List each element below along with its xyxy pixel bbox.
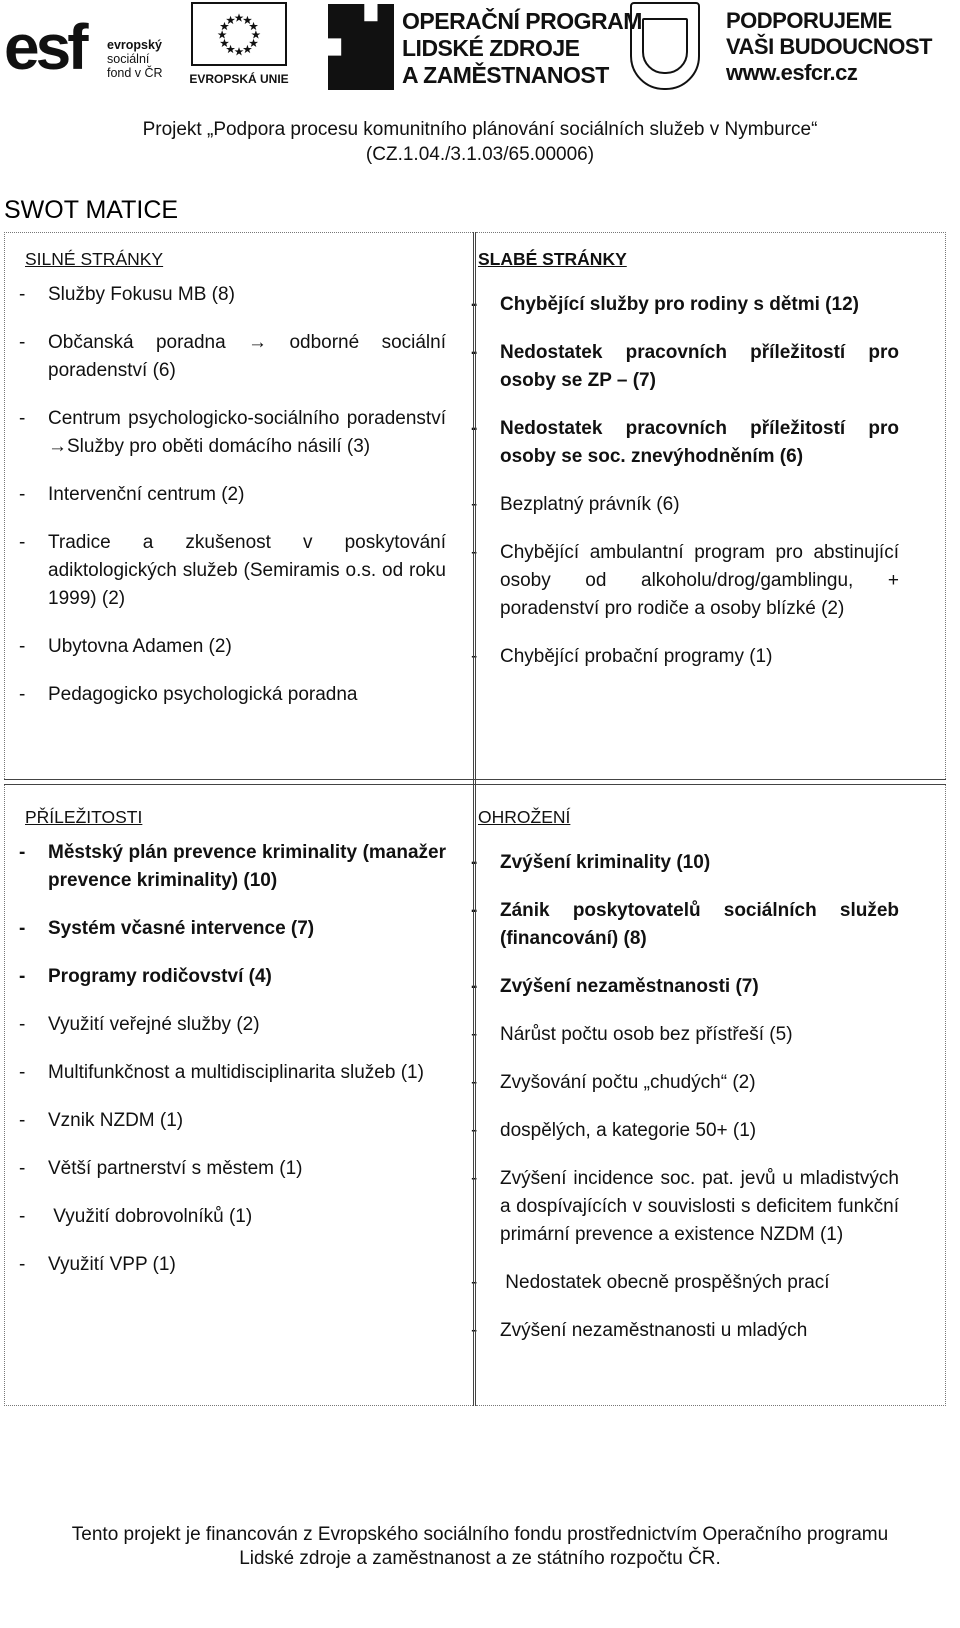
eu-flag-icon <box>191 2 287 66</box>
list-item: - Zánik poskytovatelů sociálních služeb (financování) (8) <box>471 897 899 953</box>
list-item: - Nedostatek pracovních příležitostí pro osoby se soc. znevýhodněním (6) <box>471 415 899 471</box>
list-item: - Multifunkčnost a multidisciplinarita služeb (1) <box>19 1059 446 1087</box>
list-item: - Ubytovna Adamen (2) <box>19 633 446 661</box>
threats-heading: OHROŽENÍ <box>478 807 571 827</box>
list-item: - Pedagogicko psychologická poradna <box>19 681 446 709</box>
matrix-vertical-divider <box>473 232 476 1406</box>
support-line-2: VAŠI BUDOUCNOST <box>726 34 932 59</box>
esf-line-2: sociální <box>107 52 150 66</box>
support-line-1: PODPORUJEME <box>726 8 892 33</box>
op-line-1: OPERAČNÍ PROGRAM <box>402 8 642 34</box>
list-item: - Nedostatek obecně prospěšných prací <box>471 1269 899 1297</box>
esf-line-3: fond v ČR <box>107 66 163 80</box>
list-item: - Chybějící probační programy (1) <box>471 643 899 671</box>
weaknesses-heading: SLABÉ STRÁNKY <box>478 249 627 269</box>
footer-note <box>0 1523 960 1571</box>
esf-logo <box>4 2 174 90</box>
swot-cell-strengths <box>4 232 473 779</box>
list-item: - Nárůst počtu osob bez přístřeší (5) <box>471 1021 899 1049</box>
list-item: - Městský plán prevence kriminality (manažer prevence kriminality) (10) <box>19 839 446 895</box>
opportunities-heading: PŘÍLEŽITOSTI <box>25 807 143 827</box>
list-item: - Zvýšení nezaměstnanosti u mladých <box>471 1317 899 1345</box>
list-item: - Bezplatný právník (6) <box>471 491 899 519</box>
weaknesses-list <box>471 291 899 691</box>
support-line-3: www.esfcr.cz <box>726 60 858 85</box>
list-item: - Centrum psychologicko-sociálního poradenství →Služby pro oběti domácího násilí (3) <box>19 405 446 461</box>
project-subtitle <box>0 117 960 167</box>
list-item: - Využití veřejné služby (2) <box>19 1011 446 1039</box>
esf-logo-text <box>107 38 163 80</box>
list-item: - Nedostatek pracovních příležitostí pro osoby se ZP – (7) <box>471 339 899 395</box>
footer-line-2: Lidské zdroje a zaměstnanost a ze státního rozpočtu ČR. <box>239 1548 721 1569</box>
document-title: SWOT MATICE <box>4 196 179 224</box>
header-logos <box>0 0 960 100</box>
project-code: (CZ.1.04./3.1.03/65.00006) <box>365 144 595 165</box>
esf-logo-letters: esf <box>4 11 85 83</box>
swot-matrix <box>4 232 946 1406</box>
list-item: - Služby Fokusu MB (8) <box>19 281 446 309</box>
project-name: Projekt „Podpora procesu komunitního plánování sociálních služeb v Nymburce“ <box>142 119 818 140</box>
list-item: - Využití dobrovolníků (1) <box>19 1203 446 1231</box>
puzzle-icon <box>328 4 394 90</box>
list-item: - Chybějící služby pro rodiny s dětmi (12) <box>471 291 899 319</box>
eu-logo <box>183 2 295 90</box>
swot-cell-threats <box>476 785 946 1406</box>
op-logo-text <box>402 8 642 89</box>
list-item: - Občanská poradna → odborné sociální poradenství (6) <box>19 329 446 385</box>
list-item: - Využití VPP (1) <box>19 1251 446 1279</box>
list-item: - Systém včasné intervence (7) <box>19 915 446 943</box>
esf-line-1: evropský <box>107 38 162 52</box>
swot-cell-weaknesses <box>476 232 946 779</box>
footer-line-1: Tento projekt je financován z Evropského sociálního fondu prostřednictvím Operačního programu <box>71 1524 889 1545</box>
opportunities-list <box>19 839 446 1299</box>
strengths-heading: SILNÉ STRÁNKY <box>25 249 164 269</box>
strengths-list <box>19 281 446 729</box>
swot-cell-opportunities <box>4 785 473 1406</box>
op-line-2: LIDSKÉ ZDROJE <box>402 35 580 61</box>
matrix-horizontal-divider <box>4 779 946 785</box>
list-item: - Větší partnerství s městem (1) <box>19 1155 446 1183</box>
coat-of-arms-icon <box>630 2 700 90</box>
list-item: - Tradice a zkušenost v poskytování adiktologických služeb (Semiramis o.s. od roku 1999) (2) <box>19 529 446 613</box>
list-item: - dospělých, a kategorie 50+ (1) <box>471 1117 899 1145</box>
list-item: - Zvýšení incidence soc. pat. jevů u mladistvých a dospívajících v souvislosti s deficitem funkční primární prevence a existence NZDM (1) <box>471 1165 899 1249</box>
op-lzz-logo <box>328 4 642 90</box>
list-item: - Zvyšování počtu „chudých“ (2) <box>471 1069 899 1097</box>
eu-logo-label: EVROPSKÁ UNIE <box>189 72 289 86</box>
list-item: - Chybějící ambulantní program pro abstinující osoby od alkoholu/drog/gamblingu, + poradenství pro rodiče a osoby blízké (2) <box>471 539 899 623</box>
threats-list <box>471 849 899 1365</box>
op-line-3: A ZAMĚSTNANOST <box>402 62 609 88</box>
coat-of-arms-shield <box>642 18 688 74</box>
list-item: - Zvýšení kriminality (10) <box>471 849 899 877</box>
list-item: - Programy rodičovství (4) <box>19 963 446 991</box>
list-item: - Intervenční centrum (2) <box>19 481 446 509</box>
list-item: - Zvýšení nezaměstnanosti (7) <box>471 973 899 1001</box>
list-item: - Vznik NZDM (1) <box>19 1107 446 1135</box>
support-logo-text <box>726 8 932 86</box>
